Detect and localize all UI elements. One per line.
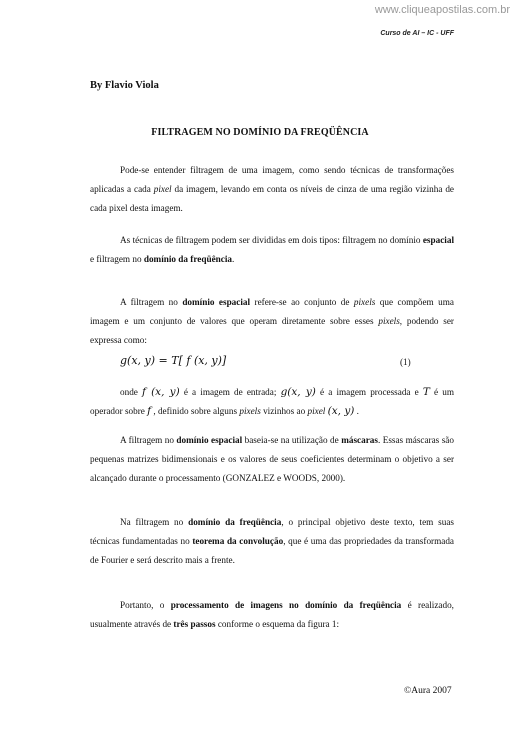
paragraph-frequency-domain: Na filtragem no domínio da freqüência, o principal objetivo deste texto, tem suas técnicas fundamentadas no teorema da convolução, que é uma das propriedades da transformada de Fourier e será descrito mais a frente. <box>90 517 454 565</box>
paragraph-masks: A filtragem no domínio espacial baseia-se na utilização de máscaras. Essas máscaras são pequenas matrizes bidimensionais e os valores de seus coeficientes determinam o objetivo a ser alcançado durante o processamento (GONZALEZ e WOODS, 2000). <box>90 435 454 483</box>
paragraph-where: onde f (x, y) é a imagem de entrada; g(x, y) é a imagem processada e T é um operador sobre f , definido sobre alguns pixels vizinhos ao pixel (x, y) . <box>90 386 455 417</box>
author-line: By Flavio Viola <box>90 80 159 91</box>
document-title: FILTRAGEM NO DOMÍNIO DA FREQÜÊNCIA <box>151 127 369 138</box>
footer-copyright: ©Aura 2007 <box>404 686 452 696</box>
equation-1: g(x, y) = T[ f (x, y)] <box>120 354 227 367</box>
paragraph-filter-types: As técnicas de filtragem podem ser divididas em dois tipos: filtragem no domínio espacial e filtragem no domínio da freqüência. <box>90 235 454 264</box>
paragraph-intro: Pode-se entender filtragem de uma imagem, como sendo técnicas de transformações aplicadas a cada pixel da imagem, levando em conta os níveis de cinza de uma região vizinha de cada pixel desta imagem. <box>90 165 454 213</box>
paragraph-spatial-domain: A filtragem no domínio espacial refere-se ao conjunto de pixels que compõem uma imagem e um conjunto de valores que operam diretamente sobre esses pixels, podendo ser expressa como: <box>90 297 454 345</box>
site-watermark: www.cliqueapostilas.com.br <box>374 4 510 16</box>
paragraph-three-steps: Portanto, o processamento de imagens no domínio da freqüência é realizado, usualmente através de três passos conforme o esquema da figura 1: <box>90 600 454 629</box>
course-header: Curso de AI – IC - UFF <box>380 30 454 37</box>
equation-number: (1) <box>400 357 411 367</box>
